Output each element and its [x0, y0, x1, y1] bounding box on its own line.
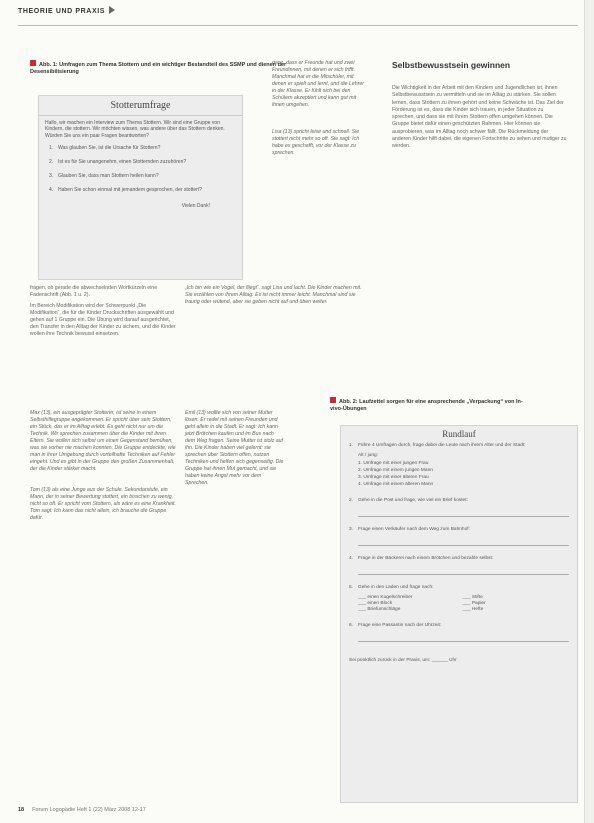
header-rule — [18, 25, 578, 26]
rundlauf-item: 5. Gehe in den Laden und frage nach: — [349, 585, 434, 590]
survey-question: 2. Ist es für Sie unangenehm, einen Stotternden zuzuhören? — [49, 159, 187, 166]
survey-line: 2. Umfrage mit einem jungen Mann — [358, 468, 433, 473]
paragraph: Im Bereich Modifikation wird der Schwerpunkt „Die Modifikation“, die für die Kinder Druckschriften ausgewählt und gehen auf 1 Gruppe ein. Die Übung wird darauf ausgerichtet, den Transfer in den Alltag der Kinder zu sichern, und die Kinder wollen ihre Technik bewusst einsetzen. — [30, 303, 176, 337]
survey-card — [38, 95, 243, 280]
checkbox-option[interactable]: ___ einen Kugelschreiber — [358, 595, 413, 600]
column-2-quote-bottom: Emil (13) wollte sich von seiner Mutter lösen. Er redet mit seinen Freunden und geht allein in die Stadt. Er sagt: Ich kann jetzt Brötchen kaufen und im Bus nach dem Weg fragen. Seine Mutter ist stolz auf ihn. Die Kinder haben viel gelernt: sie sprechen über Stottern offen, nutzen Techniken und helfen sich gegenseitig. Die Gruppe hat ihnen Mut gemacht, und sie haben keine Angst mehr vor dem Sprechen. — [185, 410, 284, 486]
survey-line: 4. Umfrage mit einem älteren Mann — [358, 482, 434, 487]
survey-line: 1. Umfrage mit einer jungen Frau — [358, 461, 429, 466]
rundlauf-footer: Sei pünktlich zurück in der Praxis, um: ______ Uhr — [349, 658, 457, 663]
figure-2-caption: Abb. 2: Laufzettel sorgen für eine ansprechende „Verpackung“ von In-vivo-Übungen — [330, 399, 523, 412]
answer-line — [358, 545, 569, 546]
section-header — [18, 6, 115, 15]
survey-line: 3. Umfrage mit einer älteren Frau — [358, 475, 429, 480]
answer-line — [358, 641, 569, 642]
column-2-quote-top: ganz, dass er Freunde hat und zwei Freundinnen, mit denen er sich trifft. Manchmal hat er die Mitschüler, mit denen er spielt und lernt, und die Lehrer in der Klasse. Er fühlt sich bei den Schülern akzeptiert und kann gut mit ihnen umgehen. Lisa (13) spricht leise und schnell. Sie stottert nicht mehr so oft. Sie sagt: Ich habe es geschafft, vor der Klasse zu sprechen. — [272, 60, 364, 156]
rundlauf-item: 3. Frage einen Verkäufer nach dem Weg zum Bahnhof: — [349, 527, 470, 532]
rundlauf-sub: Alt / jung: — [358, 453, 378, 458]
page-edge — [584, 0, 594, 823]
checkbox-option[interactable]: ___ einen Block — [358, 601, 393, 606]
survey-question: 3. Glauben Sie, dass man Stottern heilen kann? — [49, 173, 159, 180]
journal-info: Forum Logopädie Heft 1 (22) März 2008 12-17 — [32, 807, 146, 813]
survey-title: Stotterumfrage — [39, 96, 242, 116]
arrow-right-icon — [109, 6, 115, 14]
answer-line — [358, 516, 569, 517]
column-1-text — [30, 285, 178, 342]
survey-question: 4. Haben Sie schon einmal mit jemandem gesprochen, der stottert? — [49, 187, 202, 194]
checkbox-option[interactable]: ___ Papier — [462, 601, 486, 606]
rundlauf-item: 1. Führe 4 Umfragen durch, frage dabei die Leute nach ihrem Alter und der Stadt: — [349, 443, 526, 448]
column-3-text: Die Wichtigkeit in der Arbeit mit den Kindern und Jugendlichen ist, ihnen Selbstbewusstsein zu vermitteln und sie im Alltag zu stärken. Sie sollen lernen, dass Stottern zu ihnen gehört und keine Schwäche ist. Das Ziel der Förderung ist es, dass die Kinder sich trauen, in jeder Situation zu sprechen, und dass sie mit ihrem Stottern offen umgehen können. Die Gruppe bietet dafür einen geschützten Rahmen. Hier können sie ausprobieren, was im Alltag noch schwer fällt. Die Rückmeldung der anderen Kinder hilft dabei, die eigenen Fortschritte zu sehen und mutiger zu werden. — [392, 85, 567, 150]
column-1-quote — [30, 410, 178, 526]
column-2-quote-mid: „Ich bin wie ein Vogel, der fliegt“, sagt Lisa und lacht. Die Kinder machen mit. Sie erzählen von ihrem Alltag. Es ist nicht immer leicht. Manchmal sind sie traurig oder wütend, aber sie geben nicht auf und üben weiter. — [185, 285, 362, 305]
survey-intro: Hallo, wir machen ein Interview zum Thema Stottern. Wir sind eine Gruppe von Kindern, die stottern. Wir möchten wissen, was andere über das Stottern denken. Würden Sie uns ein paar Fragen beantworten? — [45, 120, 225, 139]
paragraph: fragen, ob gerade die abwechselnden Wortkürzeln eine Fadenschrift (Abb. 1 u. 2). — [30, 285, 158, 298]
rundlauf-title: Rundlauf — [442, 429, 476, 439]
checkbox-option[interactable]: ___ Stifte — [462, 595, 483, 600]
survey-question: 1. Was glauben Sie, ist die Ursache für Stottern? — [49, 145, 161, 152]
quote-paragraph: Tom (13) als eine Junge aus der Schule, Sekundarstufe, ein Mann, der in seiner Bewertung stottert, ein bisschen zu wenig, nicht so oft. Er spricht vom Stottern, als wäre es eine Krankheit. Tom sagt: Ich kann das nicht allein, ich brauche die Gruppe dafür. — [30, 487, 176, 521]
checkbox-option[interactable]: ___ Briefumschläge — [358, 607, 401, 612]
caption-marker-icon — [30, 60, 36, 66]
rundlauf-card — [340, 425, 578, 803]
section-title: THEORIE UND PRAXIS — [18, 8, 106, 15]
figure-1-caption: Abb. 1: Umfragen zum Thema Stottern und ein wichtiger Bestandteil des SSMP und dienen der Desensibilisierung — [30, 62, 287, 75]
rundlauf-item: 2. Gehe in die Post und frage, wie viel ein Brief kostet: — [349, 498, 468, 503]
quote-paragraph: Max (13), ein ausgeprägter Stotterer, ist seine in einem Selbsthilfegruppe angekommen. Er spricht über sein Stottern, ein Stück, das er im Alltag erlebt. Es geht nicht nur um die Technik. Wir sprechen zusammen über die Kinder mit ihren Eltern. Sie wollen sich selbst um einen Gegenstand bemühen, was sie vorher nie machen konnten. Die Gruppe entdeckte, wie man in ihrer Umgebung durch vorteilhafte Techniken auf Fehler eingeht. Und es gibt in der Gruppe den großen Zusammenhalt, der die Kinder stärker macht. — [30, 410, 176, 472]
rundlauf-item: 6. Frage eine Passantin nach der Uhrzeit: — [349, 623, 442, 628]
rundlauf-item: 4. Frage in der Bäckerei nach einem Brötchen und bezahle selbst: — [349, 556, 494, 561]
survey-sign: Vielen Dank! — [181, 203, 210, 210]
page-number: 18 — [18, 807, 25, 813]
section-heading: Selbstbewusstsein gewinnen — [392, 60, 511, 70]
caption-marker-icon — [330, 397, 336, 403]
checkbox-option[interactable]: ___ Hefte — [462, 607, 484, 612]
page-footer — [18, 807, 146, 813]
checkbox-grid — [341, 595, 577, 613]
answer-line — [358, 574, 569, 575]
